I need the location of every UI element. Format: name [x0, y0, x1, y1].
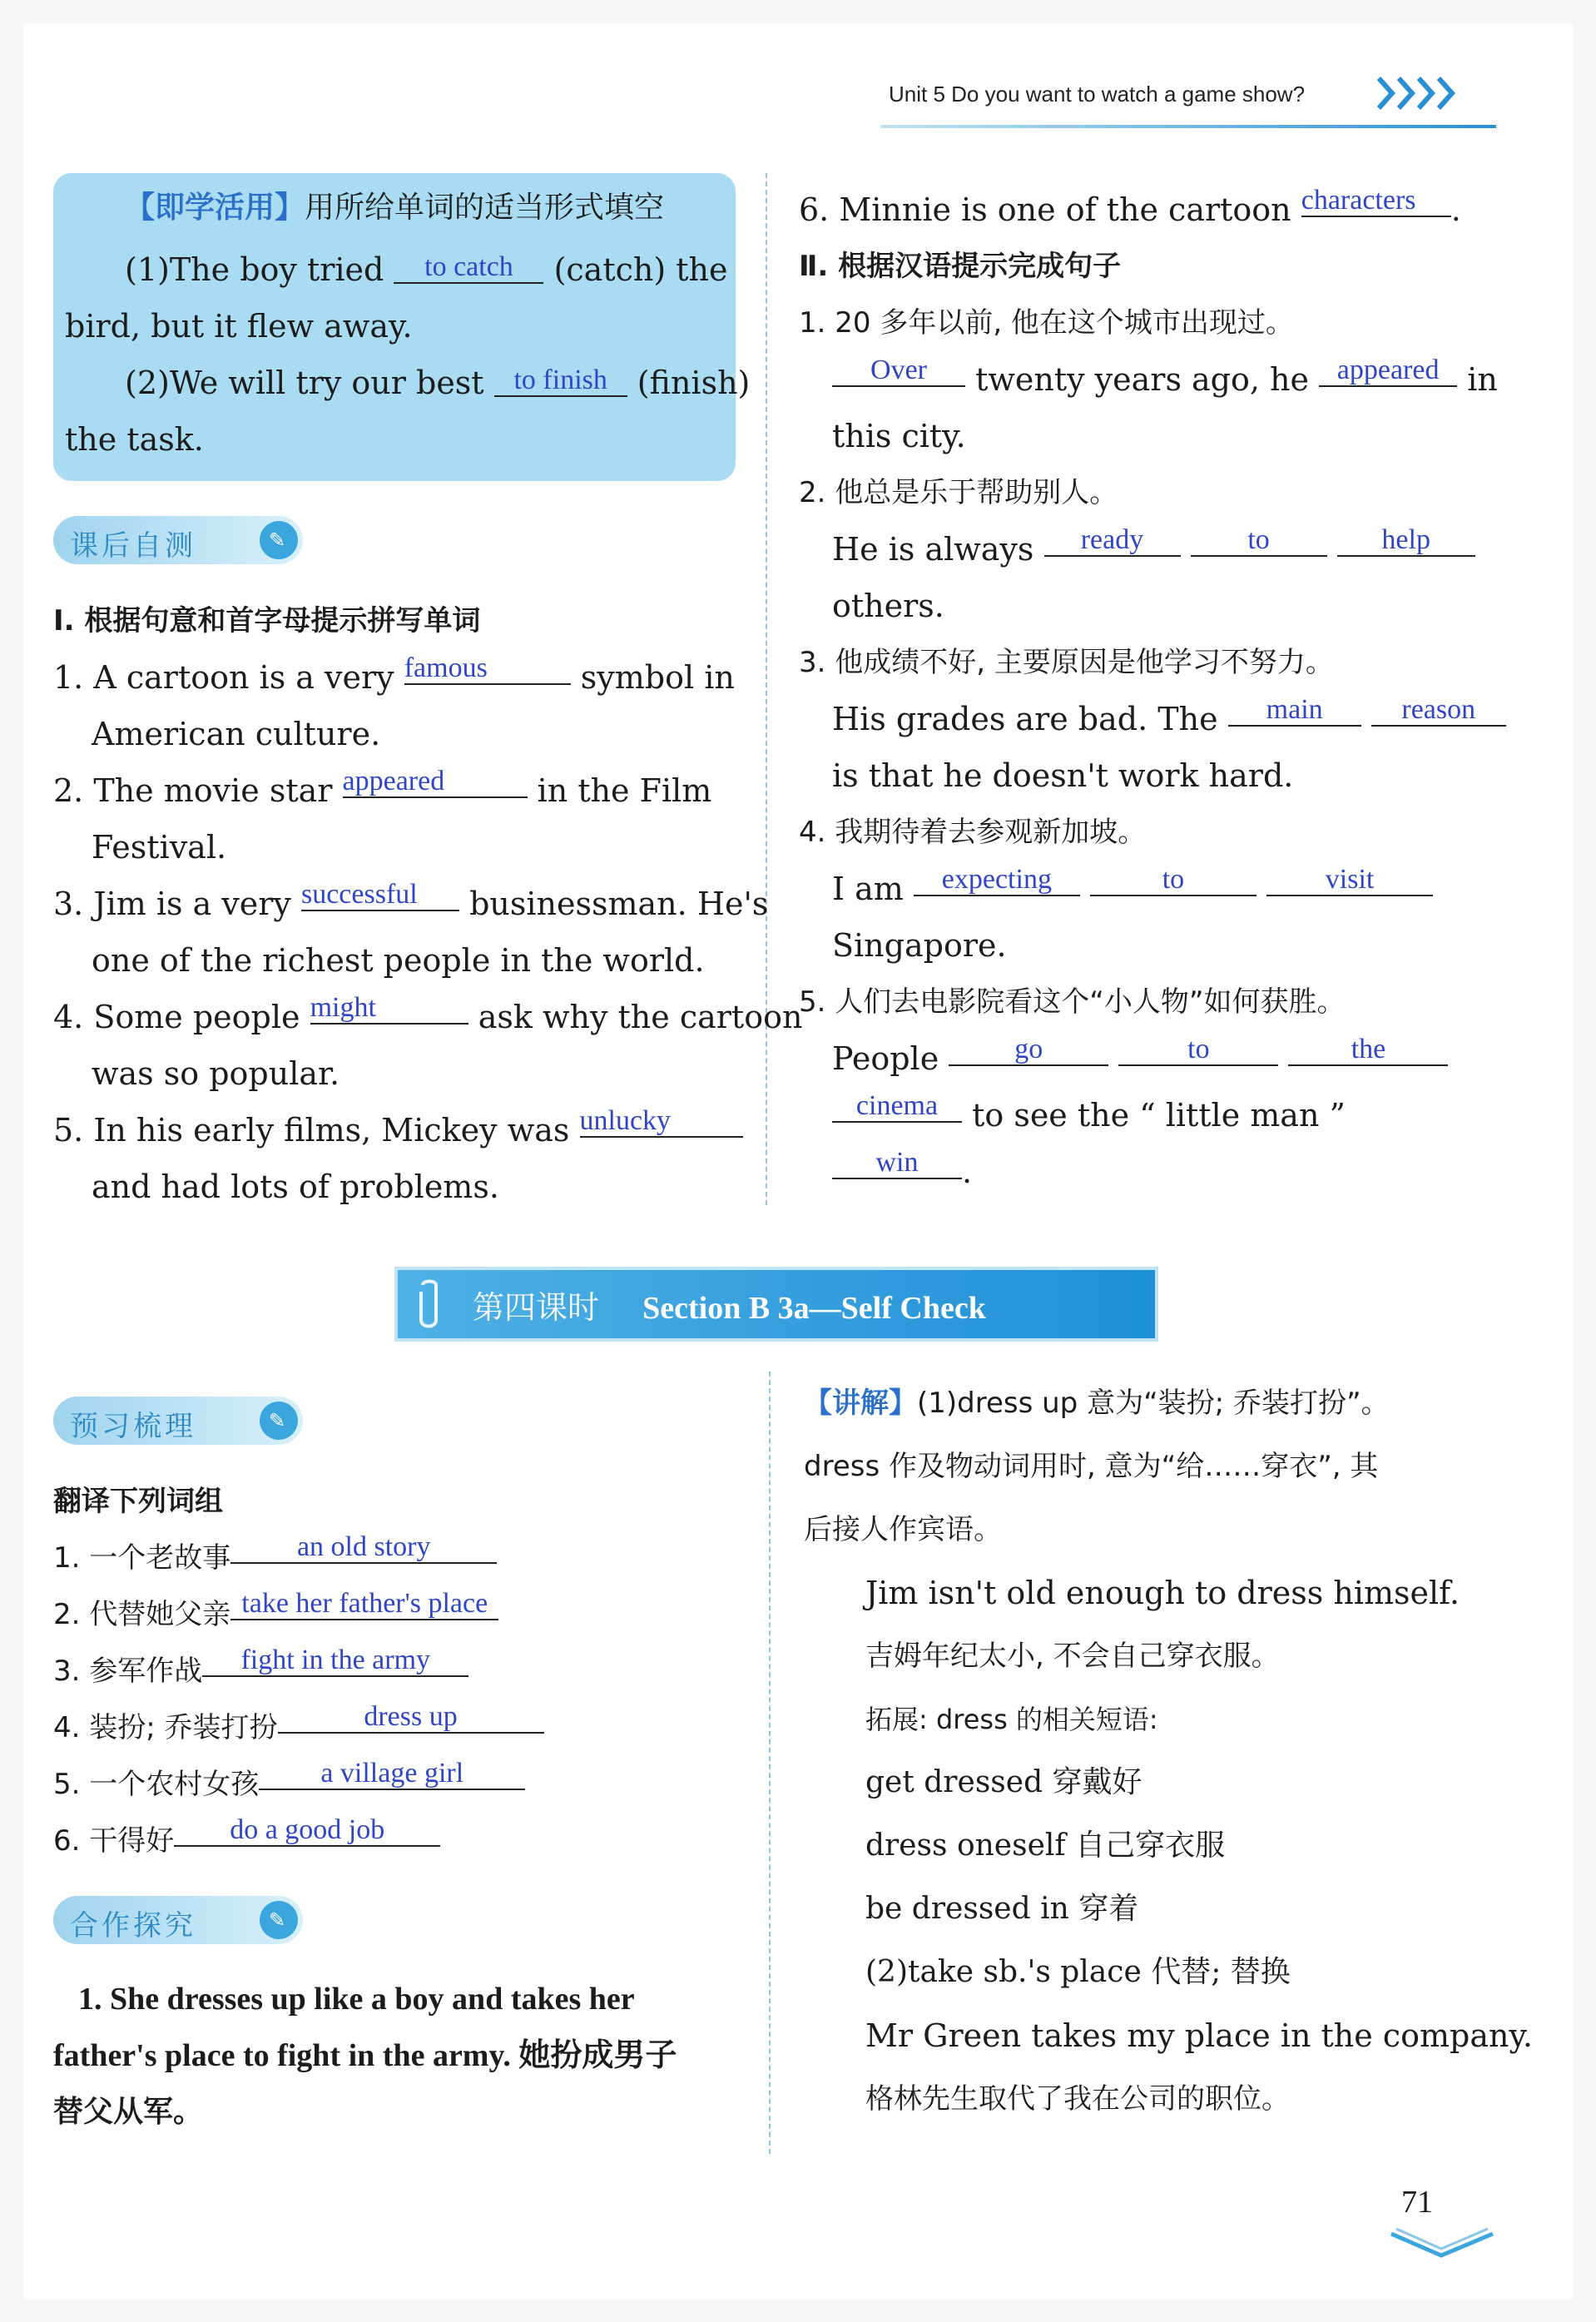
answer-blank: to catch: [394, 251, 543, 284]
practice-title: 用所给单词的适当形式填空: [305, 191, 665, 225]
chevron-arrows-icon: [1375, 73, 1492, 113]
section-badge: 课后自测 ✎: [53, 516, 303, 564]
book-icon: [1388, 2217, 1496, 2260]
list-item: 5. 一个农村女孩 a village girl: [53, 1764, 525, 1804]
list-item: 4. Some people might ask why the cartoon: [53, 992, 803, 1035]
practice-title-tag: 【即学活用】: [125, 191, 305, 225]
page-number: 71: [1401, 2185, 1433, 2220]
list-item: 3. Jim is a very successful businessman. He's: [53, 879, 769, 922]
list-item: 1. A cartoon is a very famous symbol in: [53, 652, 735, 696]
list-item: He is always ready to help: [832, 529, 1475, 569]
list-item: 6. 干得好 do a good job: [53, 1821, 440, 1861]
list-item: 2. The movie star appeared in the Film: [53, 766, 712, 809]
column-divider: [766, 173, 767, 1205]
unit-title: Unit 5 Do you want to watch a game show?: [889, 82, 1306, 107]
section-badge: 预习梳理 ✎: [53, 1397, 303, 1445]
part2-title: Ⅱ. 根据汉语提示完成句子: [799, 250, 1122, 283]
list-item: People go to the: [832, 1039, 1448, 1079]
list-item: win .: [832, 1152, 972, 1192]
lesson-number: 第四课时: [473, 1289, 600, 1326]
section-badge: 合作探究 ✎: [53, 1896, 303, 1944]
explain-tag: 【讲解】: [804, 1387, 917, 1420]
list-item: 4. 装扮; 乔装打扮 dress up: [53, 1708, 544, 1748]
column-divider: [769, 1372, 771, 2154]
list-item: 6. Minnie is one of the cartoon characters .: [799, 185, 1461, 228]
list-item: 1. 一个老故事 an old story: [53, 1538, 497, 1578]
list-item: I am expecting to visit: [832, 869, 1433, 909]
preview-title: 翻译下列词组: [53, 1485, 223, 1518]
lesson-section: Section B 3a—Self Check: [642, 1291, 986, 1326]
list-item: Over twenty years ago, he appeared in: [832, 360, 1498, 399]
answer-blank: to finish: [494, 365, 627, 397]
paperclip-icon: [413, 1278, 446, 1332]
explain-line: 【讲解】(1)dress up 意为“装扮; 乔装打扮”。: [804, 1387, 1390, 1420]
key-sentence: 1. She dresses up like a boy and takes her: [78, 1982, 635, 2017]
list-item: 3. 参军作战 fight in the army: [53, 1651, 468, 1691]
practice-box: 【即学活用】用所给单词的适当形式填空 (1)The boy tried to catch (catch) the bird, but it flew away. (2)We will try our best to finish (finish) the task.: [53, 173, 736, 481]
part1-title: Ⅰ. 根据句意和首字母提示拼写单词: [53, 604, 481, 638]
pen-icon: ✎: [260, 521, 298, 559]
list-item: cinema to see the “ little man ”: [832, 1095, 1346, 1135]
textbook-page: Unit 5 Do you want to watch a game show? 【即学活用】用所给单词的适当形式填空 (1)The boy tried to catch (catch) the bird, but it flew away. (2)We will try our best to finish (finish) the task. 课后自测 ✎ Ⅰ. 根据句意和首字母提示拼写单词 1. A cartoon is a very famous symbol in American culture. 2. The movie star appeared in the Film Festival. 3. Jim is a very successful businessman. He's one of the richest people in the world. 4. Some people might ask why the cartoon was so popular. 5. In his early films, Mickey was unlucky and had lots of problems. 6. Minnie is one of the cartoon characters . Ⅱ. 根据汉语提示完成句子 1. 20 多年以前, 他在这个城市出现过。 Over twenty years ago, he appeared in this city. 2. 他总是乐于帮助别人。 He is always ready to help others. 3. 他成绩不好, 主要原因是他学习不努力。 His grades are bad. The main reason is that he doesn't work hard. 4. 我期待着去参观新加坡。 I am expecting to visit Singapore. 5. 人们去电影院看这个“小人物”如何获胜。 People go to the cinema to see the “ little man ” win . 第四课时 Section B 3a—Self Check 预习梳理 ✎ 翻译下列词组 1. 一个老故事 an old story 2. 代替她父亲 take her father's place 3. 参军作战 fight in the army 4. 装扮; 乔装打扮 dress up 5. 一个农村女孩 a village girl 6. 干得好 do a good job 合作探究 ✎ 1. She dresses up like a boy and takes her father's place to fight in the army. 她扮成男子 替父从军。 【讲解】(1)dress up 意为“装扮; 乔装打扮”。 dress 作及物动词用时, 意为“给……穿衣”, 其 后接人作宾语。 Jim isn't old enough to dress himself. 吉姆年纪太小, 不会自己穿衣服。 拓展: dress 的相关短语: get dressed 穿戴好 dress oneself 自己穿衣服 be dressed in 穿着 (2)take sb.'s place 代替; 替换 Mr Green takes my place in the company. 格林先生取代了我在公司的职位。 71: [23, 23, 1573, 2299]
lesson-banner: [398, 1270, 1155, 1338]
unit-header: [889, 82, 1305, 107]
list-item: 5. In his early films, Mickey was unlucky: [53, 1110, 743, 1150]
header-rule: [880, 125, 1496, 128]
pen-icon: ✎: [260, 1901, 298, 1939]
list-item: His grades are bad. The main reason: [832, 699, 1506, 739]
pen-icon: ✎: [260, 1402, 298, 1440]
list-item: 2. 代替她父亲 take her father's place: [53, 1595, 498, 1635]
